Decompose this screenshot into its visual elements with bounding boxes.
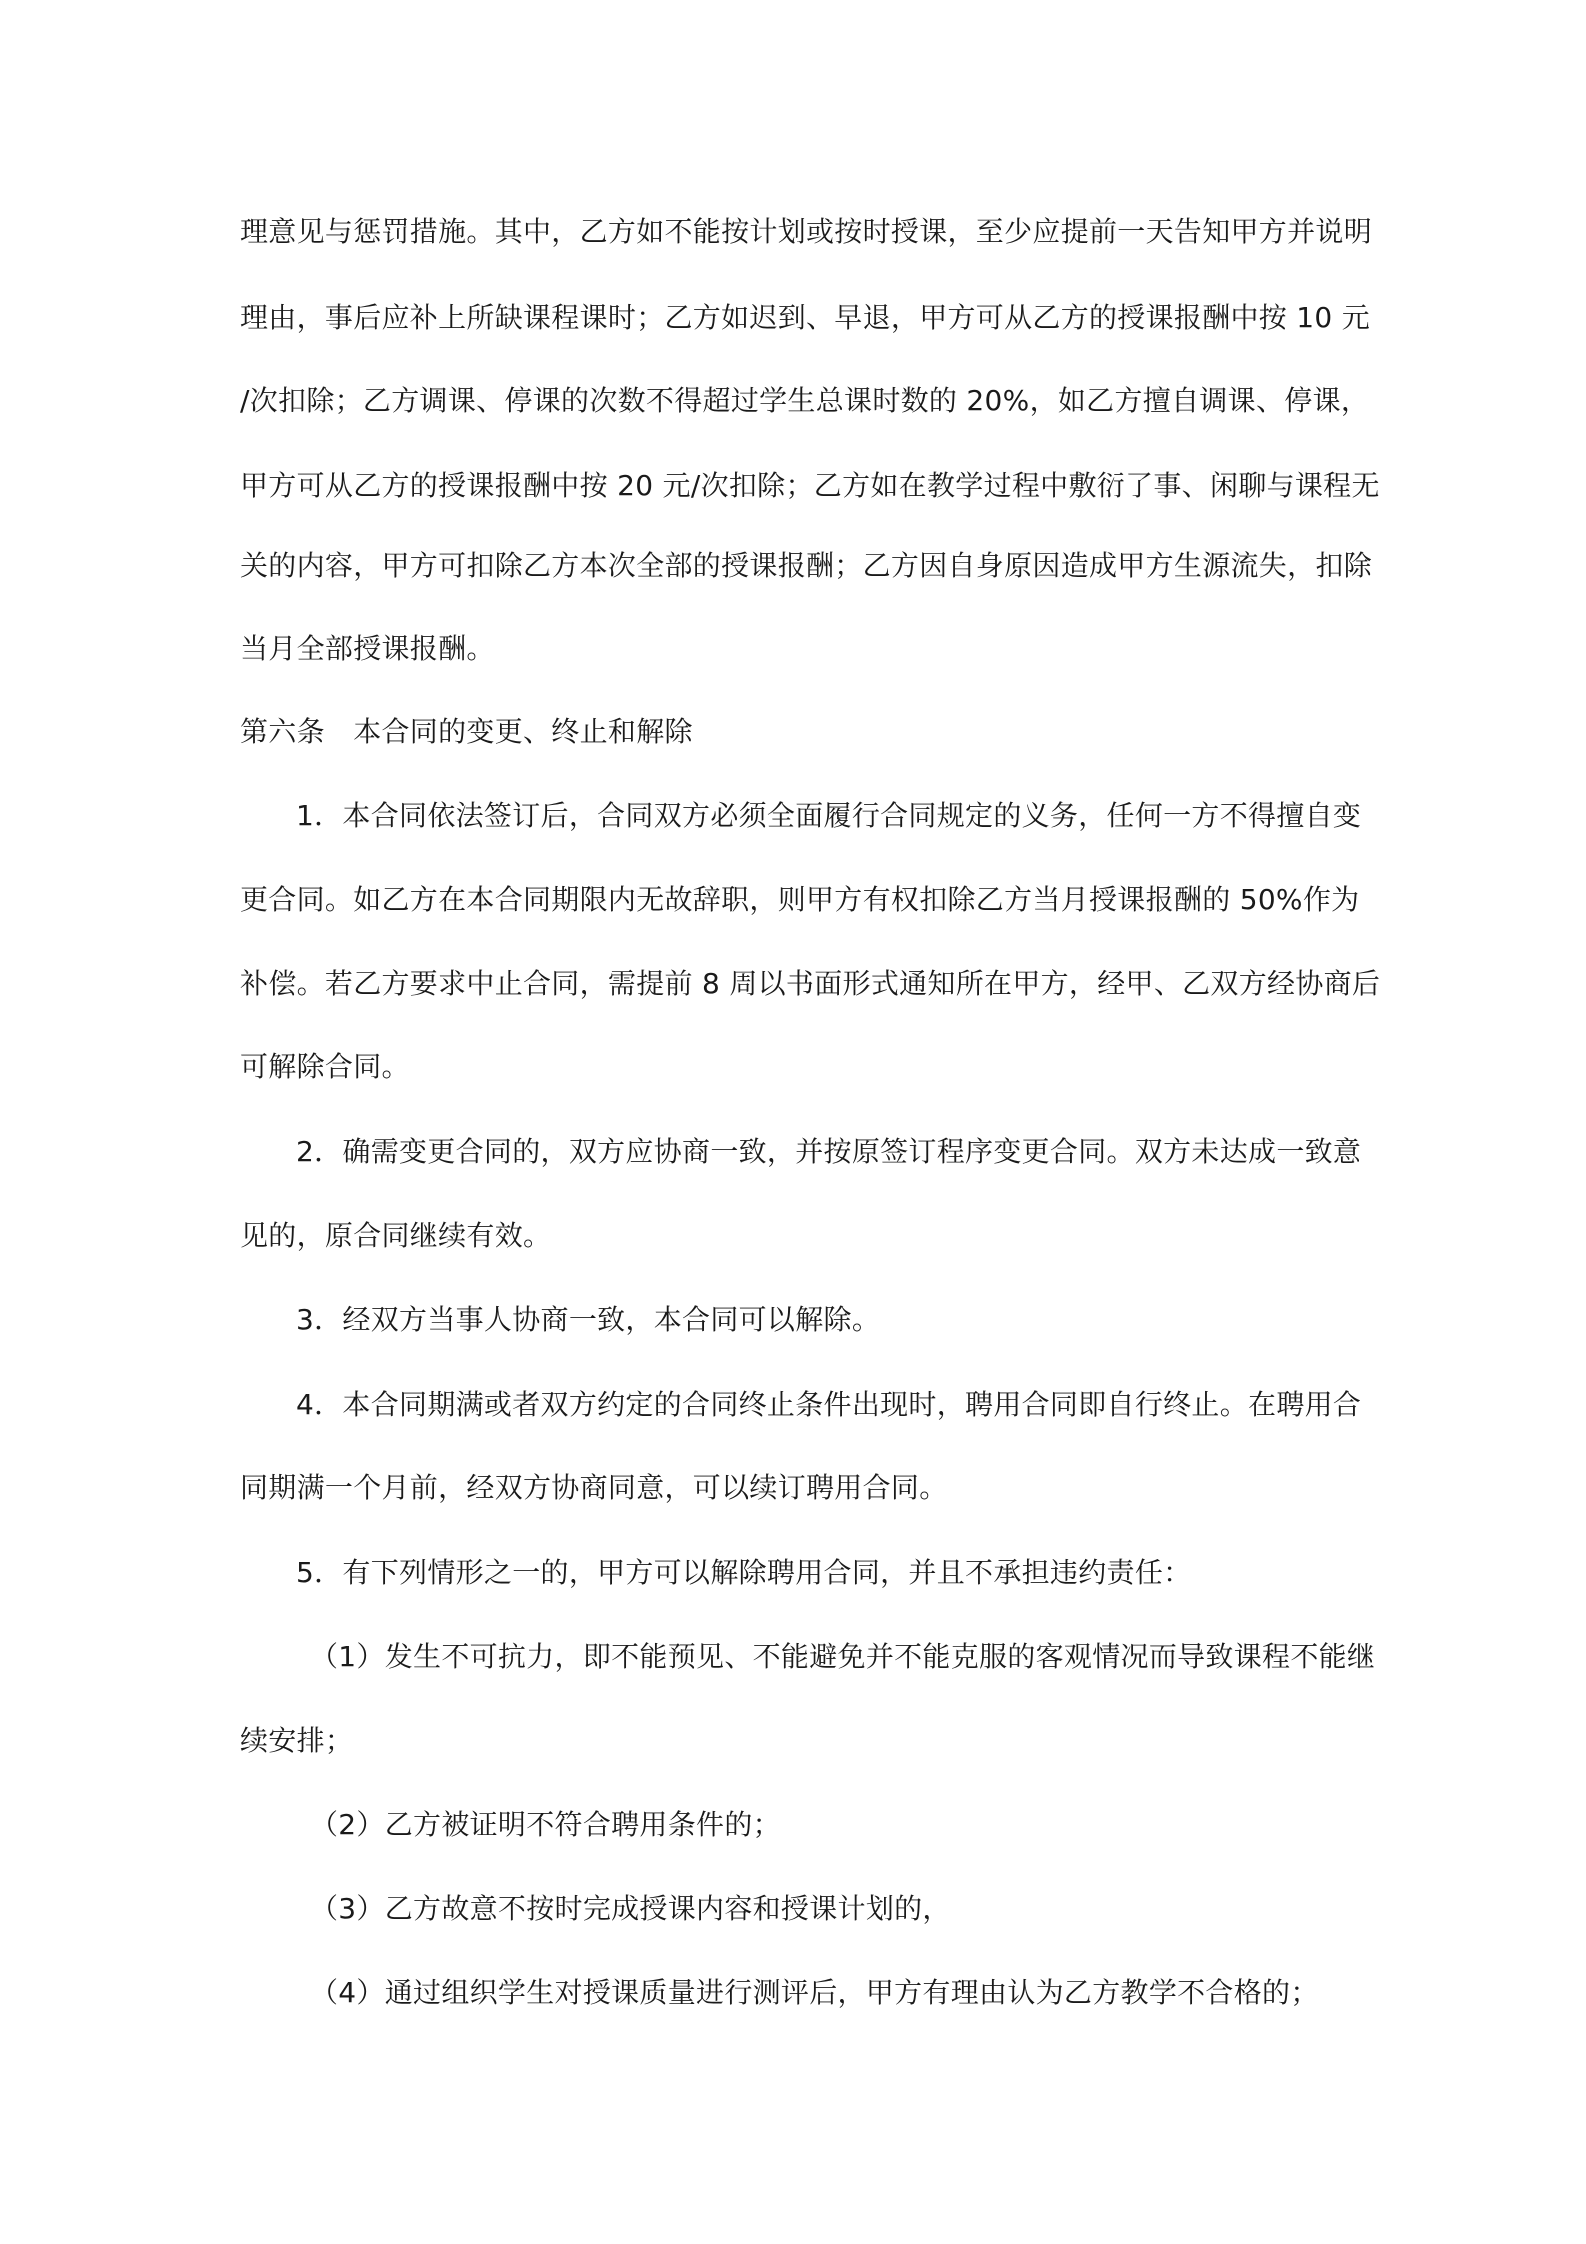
paragraph-line: 甲方可从乙方的授课报酬中按 20 元/次扣除；乙方如在教学过程中敷衍了事、闲聊与课程无 bbox=[240, 469, 1380, 502]
paragraph-line: 4．本合同期满或者双方约定的合同终止条件出现时，聘用合同即自行终止。在聘用合 bbox=[296, 1388, 1362, 1421]
paragraph-line: 同期满一个月前，经双方协商同意，可以续订聘用合同。 bbox=[240, 1471, 948, 1504]
paragraph-line: 当月全部授课报酬。 bbox=[240, 632, 495, 665]
paragraph-line: /次扣除；乙方调课、停课的次数不得超过学生总课时数的 20%，如乙方擅自调课、停课， bbox=[240, 384, 1370, 417]
paragraph-line: 见的，原合同继续有效。 bbox=[240, 1219, 552, 1252]
paragraph-line: 关的内容，甲方可扣除乙方本次全部的授课报酬；乙方因自身原因造成甲方生源流失，扣除 bbox=[240, 549, 1373, 582]
paragraph-line: 更合同。如乙方在本合同期限内无故辞职，则甲方有权扣除乙方当月授课报酬的 50%作为 bbox=[240, 883, 1360, 916]
list-item-line: （4）通过组织学生对授课质量进行测评后，甲方有理由认为乙方教学不合格的； bbox=[310, 1976, 1319, 2009]
list-item-line: （3）乙方故意不按时完成授课内容和授课计划的， bbox=[310, 1892, 951, 1925]
paragraph-line: 2．确需变更合同的，双方应协商一致，并按原签订程序变更合同。双方未达成一致意 bbox=[296, 1135, 1362, 1168]
list-item-line: 续安排； bbox=[240, 1724, 354, 1757]
list-item-line: （1）发生不可抗力，即不能预见、不能避免并不能克服的客观情况而导致课程不能继 bbox=[310, 1640, 1376, 1673]
paragraph-line: 补偿。若乙方要求中止合同，需提前 8 周以书面形式通知所在甲方，经甲、乙双方经协商后 bbox=[240, 967, 1381, 1000]
paragraph-line: 1．本合同依法签订后，合同双方必须全面履行合同规定的义务，任何一方不得擅自变 bbox=[296, 799, 1362, 832]
paragraph-line: 可解除合同。 bbox=[240, 1050, 410, 1083]
section-heading: 第六条 本合同的变更、终止和解除 bbox=[240, 715, 693, 748]
paragraph-line: 理意见与惩罚措施。其中，乙方如不能按计划或按时授课，至少应提前一天告知甲方并说明 bbox=[240, 215, 1373, 248]
paragraph-line: 5．有下列情形之一的，甲方可以解除聘用合同，并且不承担违约责任： bbox=[296, 1556, 1192, 1589]
paragraph-line: 理由，事后应补上所缺课程课时；乙方如迟到、早退，甲方可从乙方的授课报酬中按 10 元 bbox=[240, 301, 1371, 334]
paragraph-line: 3．经双方当事人协商一致，本合同可以解除。 bbox=[296, 1303, 881, 1336]
list-item-line: （2）乙方被证明不符合聘用条件的； bbox=[310, 1808, 781, 1841]
